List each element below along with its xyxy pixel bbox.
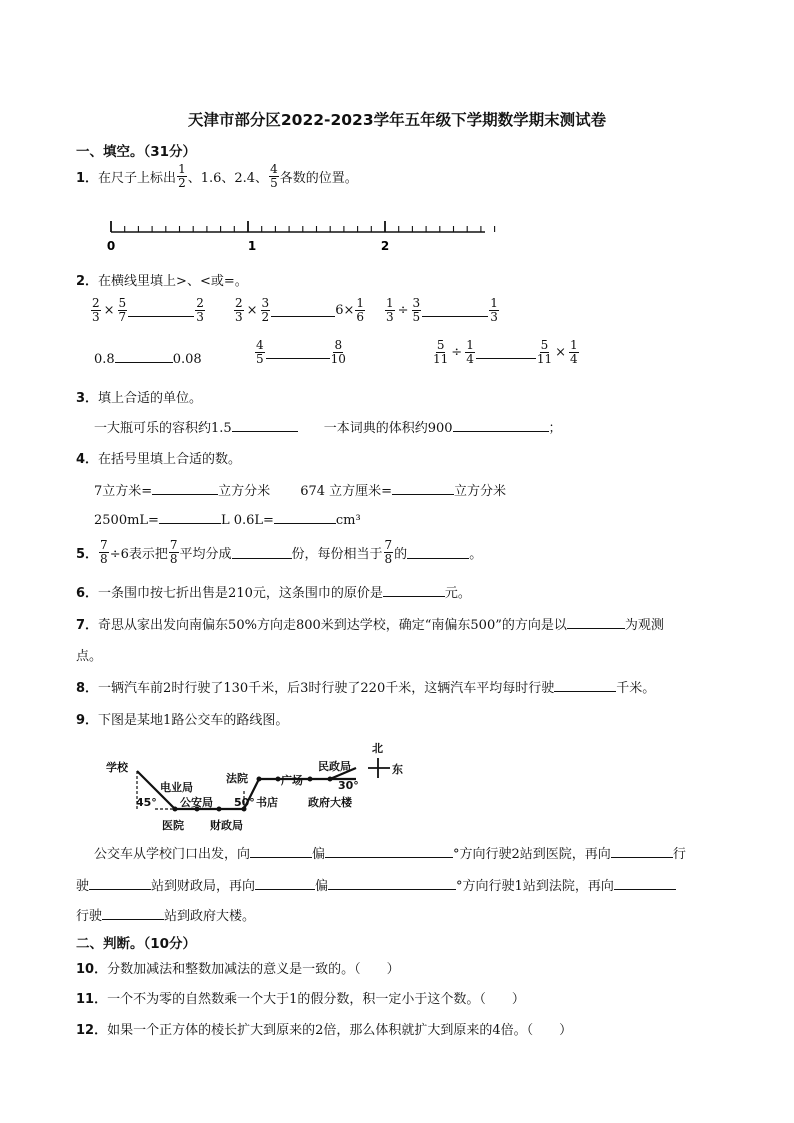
question-7: 7．奇思从家出发向南偏东50%方向走800米到达学校，确定“南偏东500”的方向是以 为观测 — [76, 618, 664, 633]
q3-items: 一大瓶可乐的容积约1.5 一本词典的体积约900 ； — [94, 421, 562, 436]
page-title: 天津市部分区2022-2023学年五年级下学期数学期末测试卷 — [187, 111, 607, 129]
answer-blank[interactable] — [152, 482, 218, 495]
ruler-label-0: 0 — [106, 239, 116, 253]
q9-line-2: 驶 站到财政局，再向 偏 °方向行驶1站到法院，再向 — [76, 875, 676, 894]
q2-item-1: $\frac{2}{3}$ × $\frac{5}{7}$ $\frac{2}{3}$ — [92, 296, 204, 324]
q9-line-1: 公交车从学校门口出发，向 偏 °方向行驶2站到医院，再向 行 — [94, 847, 686, 862]
fraction: $\frac{4}{5}$ — [270, 162, 278, 190]
map-label-civil: 民政局 — [318, 760, 351, 773]
answer-blank[interactable] — [453, 419, 549, 432]
question-9: 9．下图是某地1路公交车的路线图。 — [76, 713, 289, 728]
question-6: 6．一条围巾按七折出售是210元，这条围巾的原价是 元。 — [76, 586, 471, 601]
answer-blank[interactable] — [128, 304, 194, 317]
answer-blank[interactable] — [232, 419, 298, 432]
answer-blank[interactable] — [422, 304, 488, 317]
answer-blank[interactable] — [159, 511, 221, 524]
answer-blank[interactable] — [567, 616, 625, 629]
ruler-label-2: 2 — [380, 239, 390, 253]
fraction: $\frac{1}{2}$ — [178, 162, 186, 190]
map-label-east: 东 — [392, 763, 403, 776]
ruler-label-1: 1 — [247, 239, 257, 253]
question-11: 11．一个不为零的自然数乘一个大于1的假分数，积一定小于这个数。（ ） — [76, 992, 525, 1007]
question-10: 10．分数加减法和整数加减法的意义是一致的。（ ） — [76, 962, 400, 977]
map-label-school: 学校 — [106, 761, 128, 774]
answer-blank[interactable] — [325, 845, 453, 858]
answer-blank[interactable] — [328, 877, 456, 890]
question-8: 8．一辆汽车前2时行驶了130千米，后3时行驶了220千米，这辆汽车平均每时行驶 千米。 — [76, 681, 656, 696]
answer-blank[interactable] — [407, 546, 469, 559]
q2-item-5: $\frac{4}{5}$ $\frac{8}{10}$ — [256, 338, 346, 366]
map-angle-45: 45° — [136, 796, 157, 809]
map-label-gov: 政府大楼 — [308, 796, 352, 809]
question-4: 4．在括号里填上合适的数。 — [76, 452, 242, 467]
answer-blank[interactable] — [274, 511, 336, 524]
answer-blank[interactable] — [611, 845, 673, 858]
answer-blank[interactable] — [232, 546, 292, 559]
map-label-power: 电业局 — [160, 781, 193, 794]
answer-blank[interactable] — [266, 346, 330, 359]
answer-blank[interactable] — [554, 679, 616, 692]
question-2: 2．在横线里填上>、<或=。 — [76, 274, 248, 289]
q2-item-6: $\frac{5}{11}$ ÷ $\frac{1}{4}$ $\frac{5}{11}$ × $\frac{1}{4}$ — [433, 338, 578, 366]
map-label-bookstore: 书店 — [256, 796, 278, 809]
map-angle-30: 30° — [338, 779, 359, 792]
answer-blank[interactable] — [383, 584, 445, 597]
answer-blank[interactable] — [115, 350, 173, 363]
question-7-line2: 点。 — [76, 649, 103, 664]
q2-item-4: 0.8 0.08 — [94, 352, 202, 367]
answer-blank[interactable] — [89, 877, 151, 890]
map-label-police: 公安局 — [180, 796, 213, 809]
answer-blank[interactable] — [614, 877, 676, 890]
q4-row-1: 7立方米= 立方分米 674 立方厘米= 立方分米 — [94, 484, 507, 499]
bus-route-map — [100, 736, 420, 836]
answer-blank[interactable] — [102, 907, 164, 920]
map-label-finance: 财政局 — [210, 819, 243, 832]
section-heading-fill: 一、填空。（31分） — [76, 144, 197, 160]
ruler — [100, 215, 500, 255]
q2-item-3: $\frac{1}{3}$ ÷ $\frac{3}{5}$ $\frac{1}{3}$ — [386, 296, 498, 324]
q2-item-2: $\frac{2}{3}$ × $\frac{3}{2}$ 6× $\frac{1}{6}$ — [235, 296, 364, 324]
question-3: 3．填上合适的单位。 — [76, 391, 203, 406]
q9-line-3: 行驶 站到政府大楼。 — [76, 909, 256, 924]
question-1: 1．在尺子上标出 $\frac{1}{2}$ 、1.6、2.4、 $\frac{4}{5}$ 各数的位置。 — [76, 162, 358, 190]
answer-blank[interactable] — [255, 877, 315, 890]
answer-blank[interactable] — [476, 346, 536, 359]
answer-blank[interactable] — [250, 845, 312, 858]
answer-blank[interactable] — [392, 482, 454, 495]
section-heading-judge: 二、判断。（10分） — [76, 936, 197, 952]
map-label-court: 法院 — [226, 772, 248, 785]
map-label-north: 北 — [372, 742, 383, 755]
map-label-hospital: 医院 — [162, 819, 184, 832]
answer-blank[interactable] — [271, 304, 335, 317]
q4-row-2: 2500mL= L 0.6L= cm³ — [94, 513, 361, 528]
map-angle-50: 50° — [234, 796, 255, 809]
question-12: 12．如果一个正方体的棱长扩大到原来的2倍，那么体积就扩大到原来的4倍。（ ） — [76, 1023, 573, 1038]
question-5: 5． $\frac{7}{8}$ ÷6表示把 $\frac{7}{8}$ 平均分成 份，每份相当于 $\frac{7}{8}$ 的 。 — [76, 538, 483, 566]
map-label-square: 广场 — [281, 774, 303, 787]
